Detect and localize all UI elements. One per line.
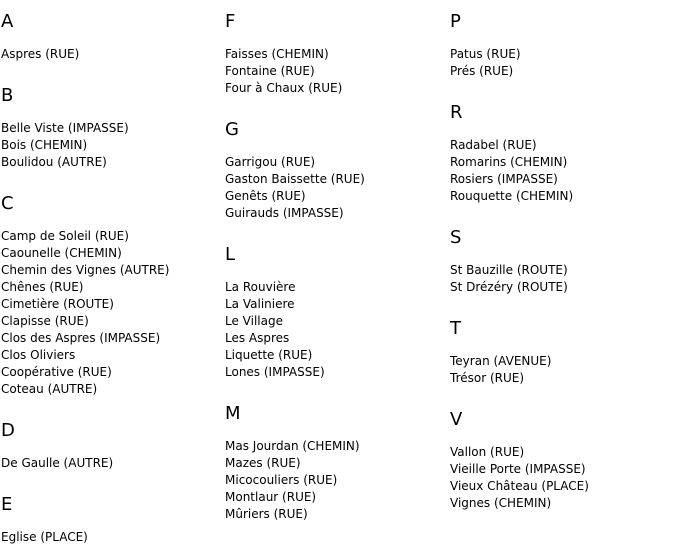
street-name: Liquette (RUE) (225, 348, 313, 362)
street-name: Chênes (RUE) (1, 280, 84, 294)
section-letter: G (225, 119, 239, 140)
street-name: St Bauzille (ROUTE) (450, 263, 568, 277)
street-name: Vieux Château (PLACE) (450, 479, 589, 493)
section-letter: P (450, 11, 461, 32)
street-name: Garrigou (RUE) (225, 155, 316, 169)
street-name: Bois (CHEMIN) (1, 138, 88, 152)
street-name: Les Aspres (225, 331, 290, 345)
section-letter: M (225, 403, 241, 424)
letter-group-e (1, 495, 221, 546)
street-name: Cimetière (ROUTE) (1, 297, 114, 311)
street-name: De Gaulle (AUTRE) (1, 456, 114, 470)
street-name: Camp de Soleil (RUE) (1, 229, 129, 243)
street-name: Romarins (CHEMIN) (450, 155, 568, 169)
street-name: Fontaine (RUE) (225, 64, 315, 78)
street-name: Gaston Baissette (RUE) (225, 172, 365, 186)
street-name: Guirauds (IMPASSE) (225, 206, 344, 220)
street-name: St Drézéry (ROUTE) (450, 280, 568, 294)
street-name: Trésor (RUE) (450, 371, 525, 385)
section-letter: L (225, 244, 236, 265)
street-name: Rouquette (CHEMIN) (450, 189, 574, 203)
street-name: Vignes (CHEMIN) (450, 496, 552, 510)
section-letter: A (1, 11, 14, 32)
street-name: Aspres (RUE) (1, 47, 80, 61)
street-name: Caounelle (CHEMIN) (1, 246, 122, 260)
letter-group-c (1, 194, 221, 398)
letter-group-l (225, 245, 445, 381)
section-letter: S (450, 227, 462, 248)
street-name: Montlaur (RUE) (225, 490, 317, 504)
street-name: Micocouliers (RUE) (225, 473, 338, 487)
street-name: Vieille Porte (IMPASSE) (450, 462, 586, 476)
letter-group-t (450, 319, 670, 387)
letter-group-m (225, 404, 445, 523)
section-letter: D (1, 420, 15, 441)
street-name: Clos Oliviers (1, 348, 76, 362)
letter-group-p (450, 12, 670, 80)
section-letter: R (450, 102, 463, 123)
street-name: Four à Chaux (RUE) (225, 81, 343, 95)
letter-group-d (1, 421, 221, 472)
street-name: La Valiniere (225, 297, 295, 311)
street-name: Prés (RUE) (450, 64, 514, 78)
street-name: Clapisse (RUE) (1, 314, 89, 328)
street-name: Genêts (RUE) (225, 189, 306, 203)
street-name: Patus (RUE) (450, 47, 521, 61)
street-name: Chemin des Vignes (AUTRE) (1, 263, 170, 277)
street-name: Coopérative (RUE) (1, 365, 112, 379)
street-name: Boulidou (AUTRE) (1, 155, 107, 169)
street-name: Belle Viste (IMPASSE) (1, 121, 129, 135)
letter-group-r (450, 103, 670, 205)
street-name: Rosiers (IMPASSE) (450, 172, 558, 186)
street-name: Faisses (CHEMIN) (225, 47, 329, 61)
street-name: Coteau (AUTRE) (1, 382, 98, 396)
street-name: Clos des Aspres (IMPASSE) (1, 331, 161, 345)
section-letter: F (225, 11, 236, 32)
section-letter: B (1, 85, 14, 106)
street-name: Mûriers (RUE) (225, 507, 308, 521)
street-name: La Rouvière (225, 280, 296, 294)
letter-group-v (450, 410, 670, 512)
street-name: Radabel (RUE) (450, 138, 537, 152)
section-letter: T (450, 318, 461, 339)
section-letter: C (1, 193, 14, 214)
street-name: Vallon (RUE) (450, 445, 525, 459)
letter-group-a (1, 12, 221, 63)
section-letter: E (1, 494, 13, 515)
street-name: Teyran (AVENUE) (450, 354, 552, 368)
street-name: Le Village (225, 314, 283, 328)
section-letter: V (450, 409, 463, 430)
letter-group-g (225, 120, 445, 222)
street-name: Eglise (PLACE) (1, 530, 88, 544)
street-name: Mas Jourdan (CHEMIN) (225, 439, 360, 453)
letter-group-f (225, 12, 445, 97)
street-name: Lones (IMPASSE) (225, 365, 325, 379)
letter-group-s (450, 228, 670, 296)
street-name: Mazes (RUE) (225, 456, 301, 470)
letter-group-b (1, 86, 221, 171)
